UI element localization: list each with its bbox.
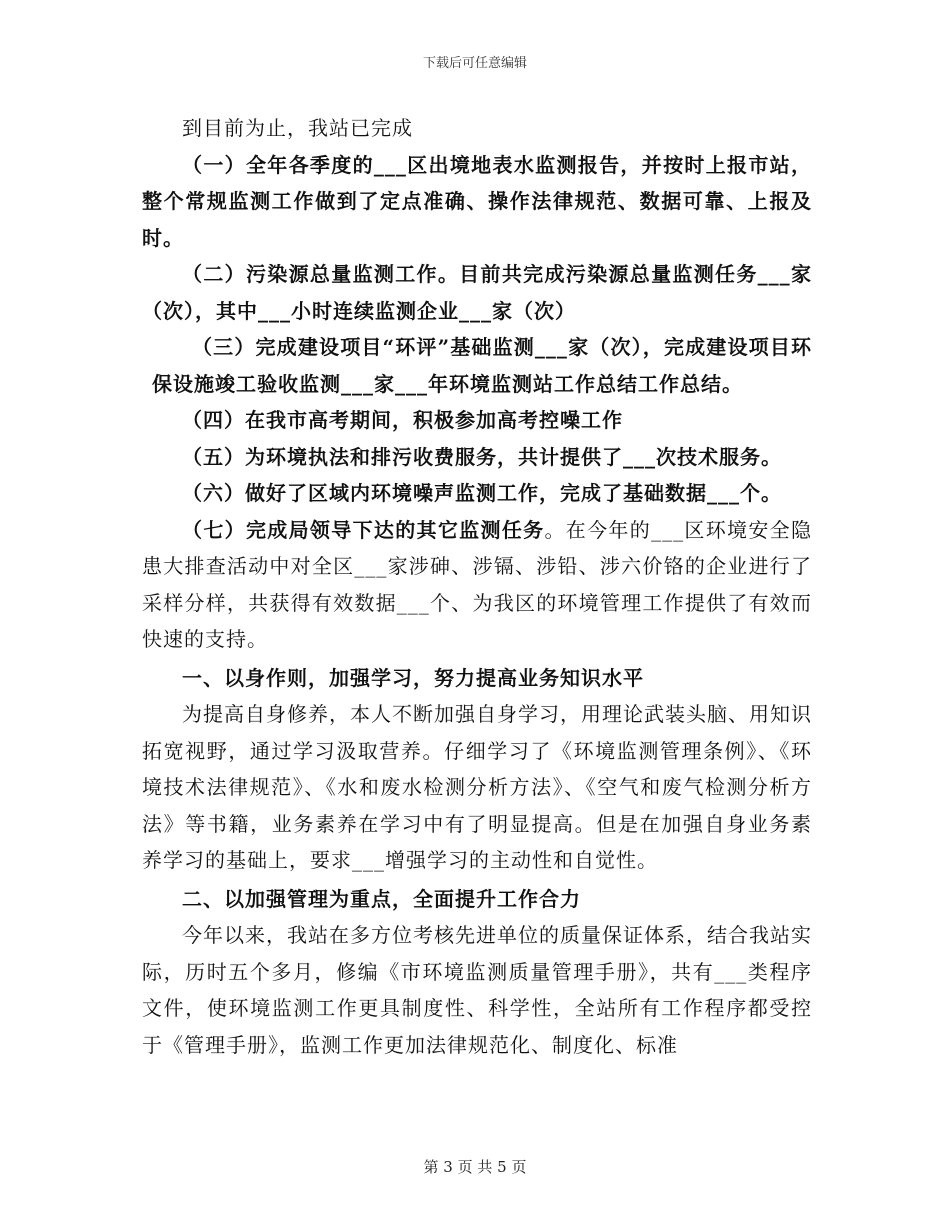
section-2-paragraph: 今年以来，我站在多方位考核先进单位的质量保证体系，结合我站实际，历时五个多月，修编《市环境监测质量管理手册》，共有___类程序文件，使环境监测工作更具制度性、科学性，全站所有工作程序都受控于《管理手册》，监测工作更加法律规范化、制度化、标准	[142, 923, 812, 1057]
section-heading-2: 二、以加强管理为重点，全面提升工作合力	[182, 886, 581, 911]
item-2-paragraph: （二）污染源总量监测工作。目前共完成污染源总量监测任务___家（次），其中___小时连续监测企业___家（次）	[142, 262, 812, 323]
item-4-paragraph: （四）在我市高考期间，积极参加高考控噪工作	[182, 408, 623, 432]
page-footer: 第 3 页 共 5 页	[423, 1158, 527, 1176]
item-6-paragraph: （六）做好了区域内环境噪声监测工作，完成了基础数据___个。	[182, 481, 782, 505]
section-1-paragraph: 为提高自身修养，本人不断加强自身学习，用理论武装头脑、用知识拓宽视野，通过学习汲取营养。仔细学习了《环境监测管理条例》、《环境技术法律规范》、《水和废水检测分析方法》、《空气和废气检测分析方法》等书籍，业务素养在学习中有了明显提高。但是在加强自身业务素养学习的基础上，要求___增强学习的主动性和自觉性。	[142, 702, 812, 872]
item-5-paragraph: （五）为环境执法和排污收费服务，共计提供了___次技术服务。	[182, 444, 782, 469]
item-7-body: 。在今年的___区环境安全隐患大排查活动中对全区___家涉砷、涉镉、涉铅、涉六价铬的企业进行了采样分样，共获得有效数据___个、为我区的环境管理工作提供了有效而快速的支持。	[142, 517, 813, 651]
item-7-bold-lead: （七）完成局领导下达的其它监测任务	[182, 517, 545, 542]
intro-paragraph: 到目前为止，我站已完成	[182, 116, 413, 140]
page-header: 下载后可任意编辑	[422, 56, 527, 71]
document-body	[142, 110, 812, 1063]
item-7-paragraph	[142, 512, 812, 658]
item-3-paragraph: （三）完成建设项目“环评”基础监测___家（次），完成建设项目环保设施竣工验收监测___家___年环境监测站工作总结工作总结。	[152, 335, 812, 396]
item-1-paragraph: （一）全年各季度的___区出境地表水监测报告，并按时上报市站，整个常规监测工作做到了定点准确、操作法律规范、数据可靠、上报及时。	[142, 152, 812, 250]
section-heading-1: 一、以身作则，加强学习，努力提高业务知识水平	[182, 665, 644, 690]
